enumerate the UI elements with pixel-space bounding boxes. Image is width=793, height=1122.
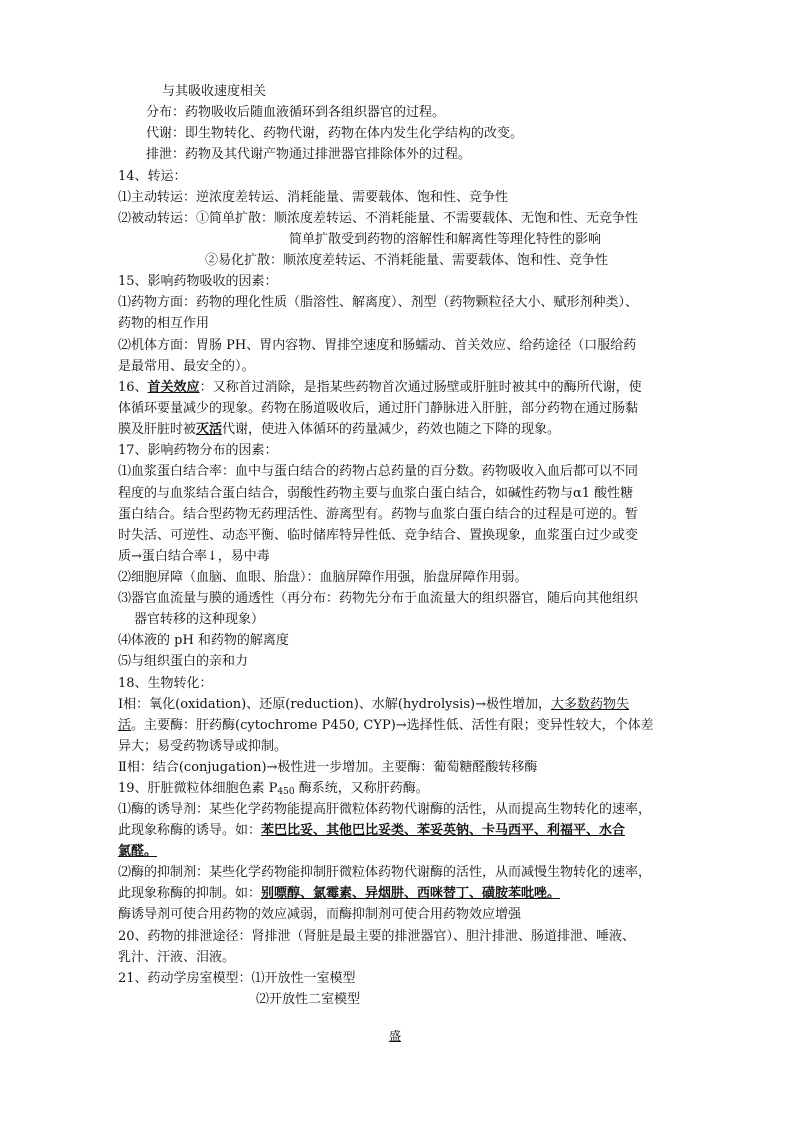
drug-list: 氯醛。	[118, 844, 158, 859]
text-span: 酶系统，又称肝药酶。	[294, 781, 429, 796]
text-span: 代谢，使进入体循环的药量减少，药效也随之下降的现象。	[222, 422, 561, 437]
text-line: ⑴血浆蛋白结合率：血中与蛋白结合的药物占总药量的百分数。药物吸收入血后都可以不同	[118, 464, 639, 479]
text-line: 酶诱导剂可使合用药物的效应减弱，而酶抑制剂可使合用药物效应增强	[118, 907, 522, 922]
text-line: ⑵细胞屏障（血脑、血眼、胎盘）：血脑屏障作用强，胎盘屏障作用弱。	[118, 570, 528, 585]
text-span: 膜及肝脏时被	[118, 422, 197, 437]
underlined-text: 活	[118, 718, 132, 733]
subscript: 450	[277, 787, 295, 797]
page-footer: 盛	[389, 1029, 402, 1043]
text-line: ⑴药物方面：药物的理化性质（脂溶性、解离度）、剂型（药物颗粒径大小、赋形剂种类）、	[118, 295, 639, 310]
text-line: 是最常用、最安全的）。	[118, 359, 255, 374]
text-line: ⑷体液的 pH 和药物的解离度	[118, 633, 289, 648]
text-line: 简单扩散受到药物的溶解性和解离性等理化特性的影响	[289, 232, 602, 247]
section-heading	[118, 779, 429, 802]
drug-list: 苯巴比妥、其他巴比妥类、苯妥英钠、卡马西平、利福平、水合	[261, 823, 626, 838]
text-line: 质→蛋白结合率↓，易中毒	[118, 549, 270, 564]
drug-list: 别嘌醇、氯霉素、异烟肼、西咪替丁、磺胺苯吡唑。	[261, 886, 561, 901]
text-line: 分布：药物吸收后随血液循环到各组织器官的过程。	[146, 105, 446, 120]
text-line: Ⅱ相：结合(conjugation)→极性进一步增加。主要酶：葡萄糖醛酸转移酶	[118, 760, 538, 775]
text-span: Ⅰ相：氧化(oxidation)、还原(reduction)、水解(hydrolysis)→极性增加，	[118, 697, 551, 712]
text-line	[118, 716, 654, 736]
section-heading: 17、影响药物分布的因素：	[118, 443, 278, 458]
section-number: 16、	[118, 380, 148, 395]
text-line	[118, 821, 625, 841]
text-span: 19、肝脏微粒体细胞色素 P	[118, 781, 278, 796]
text-line: ②易化扩散：顺浓度差转运、不消耗能量、需要载体、饱和性、竞争性	[205, 253, 609, 268]
underlined-text: 大多数药物失	[550, 697, 629, 712]
text-line: 异大；易受药物诱导或抑制。	[118, 739, 288, 754]
text-line: 药物的相互作用	[118, 316, 210, 331]
text-line: 乳汁、汗液、泪液。	[118, 950, 236, 965]
key-term: 首关效应	[147, 380, 200, 395]
text-line: 蛋白结合。结合型药物无药理活性、游离型有。药物与血浆白蛋白结合的过程是可逆的。暂	[118, 507, 639, 522]
section-heading: 18、生物转化：	[118, 676, 213, 691]
text-line: ⑴酶的诱导剂：某些化学药物能提高肝微粒体药物代谢酶的活性，从而提高生物转化的速率，	[118, 802, 652, 817]
text-line: ⑵酶的抑制剂：某些化学药物能抑制肝微粒体药物代谢酶的活性，从而减慢生物转化的速率，	[118, 865, 652, 880]
text-line: ⑴主动转运：逆浓度差转运、消耗能量、需要载体、饱和性、竞争性	[118, 190, 509, 205]
text-line: 程度的与血浆结合蛋白结合，弱酸性药物主要与血浆白蛋白结合，如碱性药物与α1 酸性糖	[118, 486, 634, 501]
text-line: ⑵机体方面：胃肠 PH、胃内容物、胃排空速度和肠蠕动、首关效应、给药途径（口服给药	[118, 338, 637, 353]
text-line: 时失活、可逆性、动态平衡、临时储库特异性低、竞争结合、置换现象，血浆蛋白过少或变	[118, 528, 639, 543]
text-line: 代谢：即生物转化、药物代谢，药物在体内发生化学结构的改变。	[146, 126, 524, 141]
text-line: ⑵被动转运：①简单扩散：顺浓度差转运、不消耗能量、不需要载体、无饱和性、无竞争性	[118, 211, 639, 226]
text-line: 与其吸收速度相关	[162, 84, 267, 99]
text-line: ⑶器官血流量与膜的通透性（再分布：药物先分布于血流量大的组织器官，随后向其他组织	[118, 591, 639, 606]
text-span: ：又称首过消除，是指某些药物首次通过肠壁或肝脏时被其中的酶所代谢，使	[199, 380, 642, 395]
text-line: 体循环要量减少的现象。药物在肠道吸收后，通过肝门静脉进入肝脏，部分药物在通过肠黏	[118, 401, 639, 416]
text-span: 此现象称酶的抑制。如：	[118, 886, 262, 901]
text-span: 此现象称酶的诱导。如：	[118, 823, 262, 838]
section-heading: 20、药物的排泄途径：肾排泄（肾脏是最主要的排泄器官）、胆汁排泄、肠道排泄、唾液、	[118, 929, 636, 944]
text-line	[118, 884, 560, 904]
section-heading: 15、影响药物吸收的因素：	[118, 274, 278, 289]
text-line: ⑵开放性二室模型	[256, 992, 361, 1007]
text-span: 。主要酶：肝药酶(cytochrome P450, CYP)→选择性低、活性有限；变异性较大，个体差	[131, 718, 654, 733]
text-line	[118, 378, 642, 398]
text-line	[118, 695, 629, 715]
text-line: ⑸与组织蛋白的亲和力	[118, 654, 249, 669]
key-term: 灭活	[196, 422, 223, 437]
text-line: 器官转移的这种现象）	[134, 612, 265, 627]
section-heading: 21、药动学房室模型：⑴开放性一室模型	[118, 971, 356, 986]
text-line	[118, 420, 560, 440]
section-heading: 14、转运：	[118, 169, 187, 184]
text-line: 排泄：药物及其代谢产物通过排泄器官排除体外的过程。	[146, 147, 472, 162]
